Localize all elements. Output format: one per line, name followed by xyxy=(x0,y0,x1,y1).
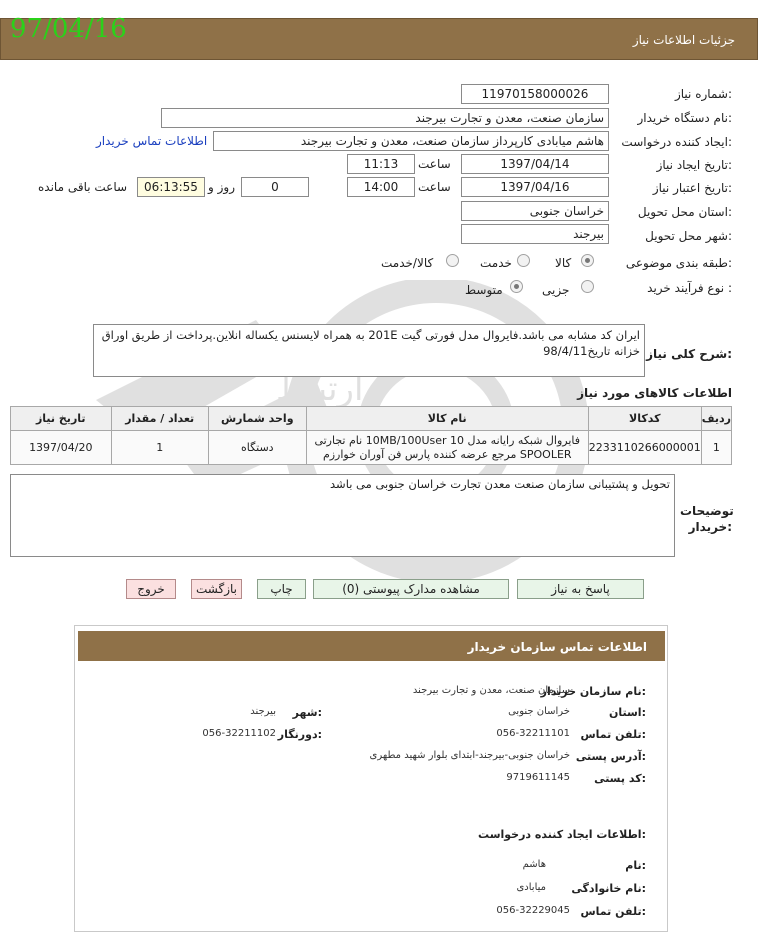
contact-fax-label: دورنگار: xyxy=(277,728,322,741)
created-date-field: 1397/04/14 xyxy=(461,154,609,174)
purchase-type-label: نوع فرآیند خرید : xyxy=(647,281,732,295)
cell-row: 1 xyxy=(701,431,731,465)
purchase-minor-label: جزیی xyxy=(542,283,570,297)
category-service-radio[interactable] xyxy=(517,254,530,267)
category-goods-radio[interactable] xyxy=(581,254,594,267)
reply-button[interactable]: پاسخ به نیاز xyxy=(517,579,644,599)
created-date-label: تاریخ ایجاد نیاز: xyxy=(656,158,732,172)
contact-fax-value: 056-32211102 xyxy=(202,728,276,739)
cell-unit: دستگاه xyxy=(208,431,306,465)
contact-city-label: شهر: xyxy=(292,706,322,719)
creator-phone-label: تلفن تماس: xyxy=(580,905,646,918)
table-row[interactable] xyxy=(11,431,732,465)
purchase-medium-label: متوسط xyxy=(465,283,503,297)
cell-date: 1397/04/20 xyxy=(11,431,112,465)
remaining-time-field: 06:13:55 xyxy=(137,177,205,197)
contact-city-value: بیرجند xyxy=(250,706,276,717)
contact-org-value: سازمان صنعت، معدن و تجارت بیرجند xyxy=(412,685,570,696)
remaining-label: ساعت باقی مانده xyxy=(38,180,128,194)
city-label: شهر محل تحویل: xyxy=(645,229,732,243)
city-field: بیرجند xyxy=(461,224,609,244)
contact-org-label: نام سازمان خریدار: xyxy=(540,685,646,698)
contact-address-value: خراسان جنوبی-بیرجند-ابتدای بلوار شهید مطهری xyxy=(369,750,570,761)
buyer-org-label: نام دستگاه خریدار: xyxy=(637,111,732,125)
print-button[interactable]: چاپ xyxy=(257,579,306,599)
creator-family-label: نام خانوادگی: xyxy=(571,882,646,895)
column-qty: تعداد / مقدار xyxy=(111,407,208,431)
days-label: روز و xyxy=(208,180,235,194)
description-textarea[interactable]: ایران کد مشابه می باشد.فایروال مدل فورتی گیت 201E به همراه لایسنس یکساله انلاین.پرداخت از طریق اوراق خزانه تاریخ98/4/11 xyxy=(93,324,645,377)
category-both-radio[interactable] xyxy=(446,254,459,267)
contact-phone-value: 056-32211101 xyxy=(496,728,570,739)
need-number-label: شماره نیاز: xyxy=(674,87,732,101)
creator-phone-value: 056-32229045 xyxy=(496,905,570,916)
attachments-button[interactable]: مشاهده مدارک پیوستی (0) xyxy=(313,579,509,599)
creator-name-label: نام: xyxy=(625,859,646,872)
province-field: خراسان جنوبی xyxy=(461,201,609,221)
creator-name-value: هاشم xyxy=(522,859,546,870)
column-row: ردیف xyxy=(701,407,731,431)
goods-table xyxy=(10,406,732,465)
validity-time-field: 14:00 xyxy=(347,177,415,197)
watermark-text-2: ارتباط xyxy=(276,369,364,409)
contact-province-value: خراسان جنوبی xyxy=(508,706,570,717)
category-label: طبقه بندی موضوعی: xyxy=(625,256,732,270)
category-goods-label: کالا xyxy=(555,256,572,270)
requester-field: هاشم میابادی کارپرداز سازمان صنعت، معدن و تجارت بیرجند xyxy=(213,131,609,151)
goods-table-header xyxy=(11,407,732,431)
cell-name: فایروال شبکه رایانه مدل 10 10MB/100User نام تجارتی SPOOLER مرجع عرضه کننده پارس فن آوران خوارزم xyxy=(306,431,588,465)
validity-time-label: ساعت xyxy=(418,180,451,194)
cell-qty: 1 xyxy=(111,431,208,465)
category-service-label: خدمت xyxy=(480,256,512,270)
contact-card-header xyxy=(78,631,665,661)
contact-postal-label: کد پستی: xyxy=(594,772,646,785)
contact-address-label: آدرس پستی: xyxy=(575,750,646,763)
description-label: شرح کلی نیاز: xyxy=(646,347,732,361)
page-title: جزئیات اطلاعات نیاز xyxy=(632,33,735,47)
exit-button[interactable]: خروج xyxy=(126,579,176,599)
validity-date-label: تاریخ اعتبار نیاز: xyxy=(652,181,732,195)
remaining-days-field: 0 xyxy=(241,177,309,197)
buyer-contact-link[interactable]: اطلاعات تماس خریدار xyxy=(96,134,208,148)
column-date: تاریخ نیاز xyxy=(11,407,112,431)
buyer-org-field: سازمان صنعت، معدن و تجارت بیرجند xyxy=(161,108,609,128)
column-name: نام کالا xyxy=(306,407,588,431)
purchase-minor-radio[interactable] xyxy=(581,280,594,293)
contact-card-title: اطلاعات تماس سازمان خریدار xyxy=(467,640,647,654)
column-code: کدکالا xyxy=(588,407,701,431)
creator-family-value: میابادی xyxy=(516,882,546,893)
requester-label: ایجاد کننده درخواست: xyxy=(621,135,732,149)
contact-postal-value: 9719611145 xyxy=(506,772,570,783)
column-unit: واحد شمارش xyxy=(208,407,306,431)
goods-section-title: اطلاعات کالاهای مورد نیاز xyxy=(577,386,732,400)
date-stamp: 97/04/16 xyxy=(10,14,127,44)
creator-section-title: اطلاعات ایجاد کننده درخواست: xyxy=(478,828,646,841)
created-time-field: 11:13 xyxy=(347,154,415,174)
validity-date-field: 1397/04/16 xyxy=(461,177,609,197)
category-both-label: کالا/خدمت xyxy=(381,256,434,270)
contact-phone-label: تلفن تماس: xyxy=(580,728,646,741)
purchase-medium-radio[interactable] xyxy=(510,280,523,293)
buyer-notes-label: توضیحات خریدار: xyxy=(680,504,734,534)
province-label: استان محل تحویل: xyxy=(637,205,732,219)
back-button[interactable]: بازگشت xyxy=(191,579,242,599)
contact-province-label: استان: xyxy=(608,706,646,719)
buyer-notes-textarea[interactable]: تحویل و پشتیبانی سازمان صنعت معدن تجارت خراسان جنوبی می باشد xyxy=(10,474,675,557)
need-number-field: 1197015800002​6 xyxy=(461,84,609,104)
created-time-label: ساعت xyxy=(418,157,451,171)
cell-code: 2233110266000001 xyxy=(588,431,701,465)
